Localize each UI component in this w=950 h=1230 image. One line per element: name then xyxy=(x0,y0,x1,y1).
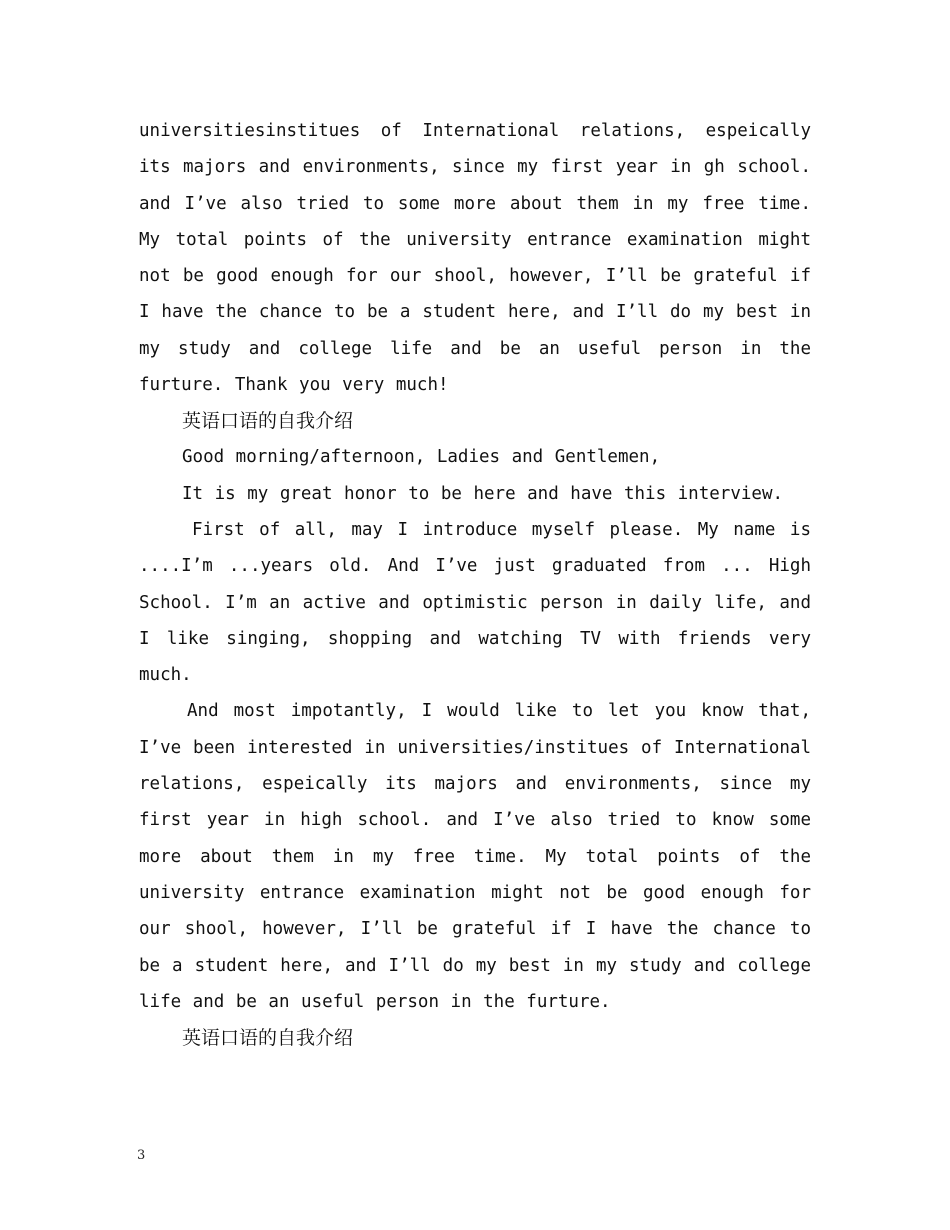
page-number: 3 xyxy=(137,1148,146,1163)
paragraph-honor: It is my great honor to be here and have this interview. xyxy=(182,483,784,504)
paragraph-interest: And most impotantly, I would like to let you know that, I’ve been interested in universities/institues of International relations, espeically its majors and environments, since my first year in high school. and I’ve also tried to know some more about them in my free time. My total points of the university entrance examination might not be good enough for our shool, however, I’ll be grateful if I have the chance to be a student here, and I’ll do my best in my study and college life and be an useful person in the furture. xyxy=(139,701,811,1012)
section-heading: 英语口语的自我介绍 xyxy=(182,410,354,433)
paragraph-greeting: Good morning/afternoon, Ladies and Gentlemen, xyxy=(182,447,661,468)
paragraph-continued: universitiesinstitues of International relations, espeically its majors and environments, since my first year in gh school. and I’ve also tried to some more about them in my free time. My total points of the university entrance examination might not be good enough for our shool, however, I’ll be grateful if I have the chance to be a student here, and I’ll do my best in my study and college life and be an useful person in the furture. Thank you very much! xyxy=(139,121,811,396)
paragraph-introduction: First of all, may I introduce myself please. My name is ....I’m ...years old. And I’ve just graduated from ... High School. I’m an active and optimistic person in daily life, and I like singing, shopping and watching TV with friends very much. xyxy=(139,519,811,686)
page-content xyxy=(139,113,811,1056)
section-heading: 英语口语的自我介绍 xyxy=(182,1027,354,1050)
